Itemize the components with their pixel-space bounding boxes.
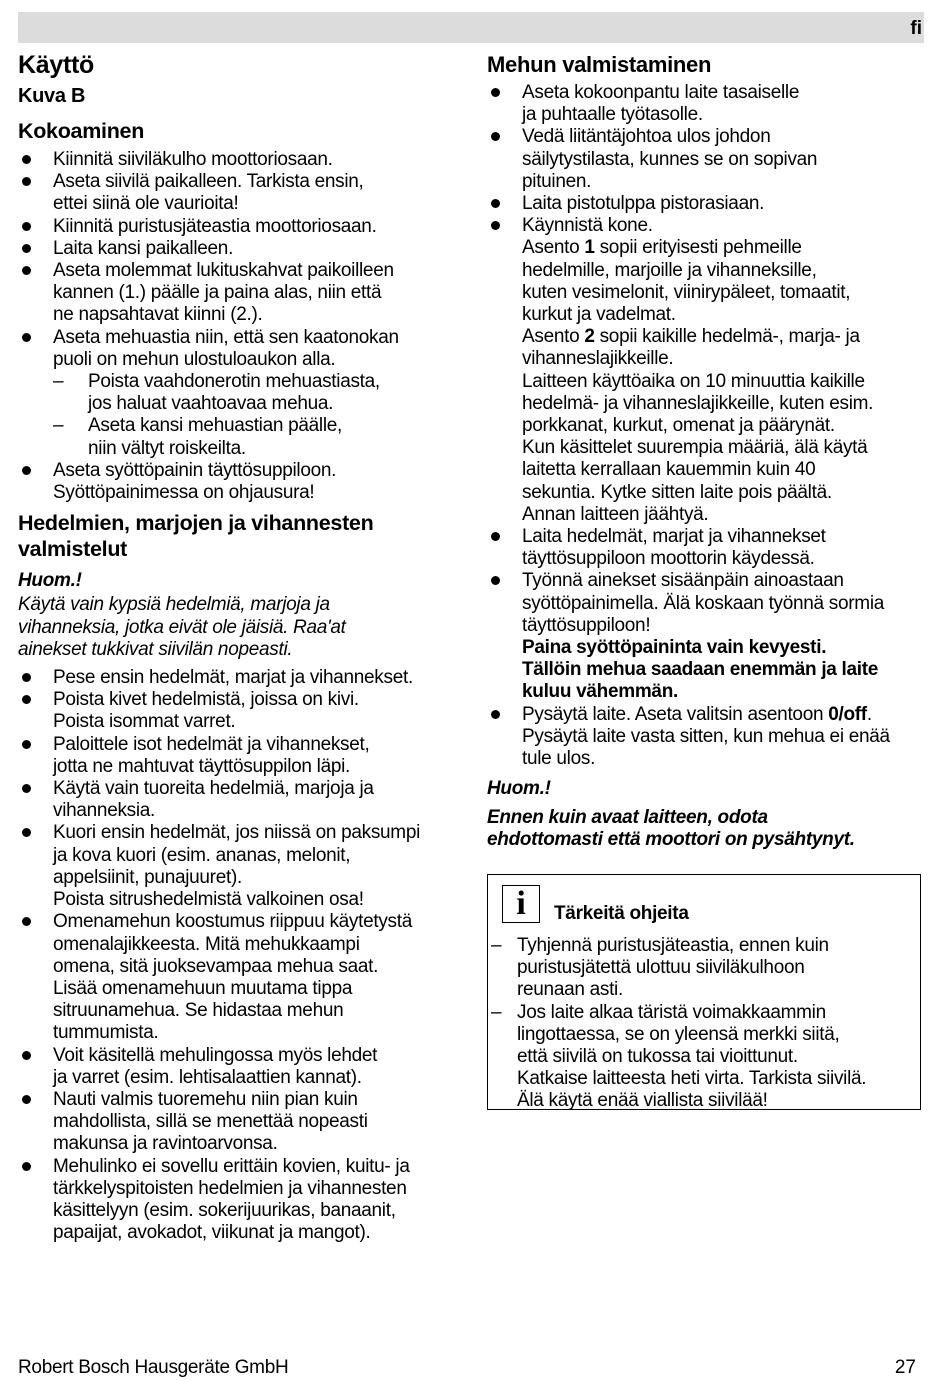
list-item: Nauti valmis tuoremehu niin pian kuin mahdollista, sillä se menettää nopeasti makunsa ja ravintoarvonsa. bbox=[18, 1089, 468, 1156]
note-label: Huom.! bbox=[18, 570, 82, 592]
list-item: Poista kivet hedelmistä, joissa on kivi. Poista isommat varret. bbox=[18, 689, 468, 733]
list-item: – Tyhjennä puristusjäteastia, ennen kuin puristusjätettä ulottuu siiviläkulhoon reunaan asti. bbox=[491, 935, 919, 1002]
list-item: – Poista vaahdonerotin mehuastiasta, jos haluat vaahtoavaa mehua. bbox=[53, 371, 468, 415]
list-item: – Jos laite alkaa täristä voimakkaammin lingottaessa, se on yleensä merkki siitä, että siivilä on tukossa tai vioittunut. Katkaise laitteesta heti virta. Tarkista siivilä. Älä käytä enää viallista siivilää! bbox=[491, 1002, 919, 1113]
footer-company: Robert Bosch Hausgeräte GmbH bbox=[18, 1357, 289, 1378]
list-item: Käytä vain tuoreita hedelmiä, marjoja ja vihanneksia. bbox=[18, 778, 468, 822]
right-column bbox=[487, 50, 927, 851]
list-item: Aseta molemmat lukituskahvat paikoilleen kannen (1.) päälle ja paina alas, niin että ne napsahtavat kiinni (2.). bbox=[18, 260, 468, 327]
list-item: Kiinnitä siiviläkulho moottoriosaan. bbox=[18, 149, 468, 171]
list-item: Kiinnitä puristusjäteastia moottoriosaan. bbox=[18, 216, 468, 238]
juicing-list bbox=[487, 82, 927, 770]
list-item: Aseta kokoonpantu laite tasaiselle ja puhtaalle työtasolle. bbox=[487, 82, 927, 126]
list-item: Työnnä ainekset sisäänpäin ainoastaan syöttöpainimella. Älä koskaan työnnä sormia täyttösuppiloon! Paina syöttöpaininta vain kevyesti. Tällöin mehua saadaan enemmän ja laite kuluu vähemmän. bbox=[487, 570, 927, 703]
info-list bbox=[491, 935, 919, 1113]
list-item: Omenamehun koostumus riippuu käytetystä omenalajikkeesta. Mitä mehukkaampi omena, sitä juoksevampaa mehua saat. Lisää omenamehuun muutama tippa sitruunamehua. Se hidastaa mehun tummumista. bbox=[18, 911, 468, 1044]
left-column bbox=[18, 50, 468, 1244]
note-text: Ennen kuin avaat laitteen, odota ehdottomasti että moottori on pysähtynyt. bbox=[487, 806, 855, 850]
list-item: Vedä liitäntäjohtoa ulos johdon säilytystilasta, kunnes se on sopivan pituinen. bbox=[487, 126, 927, 193]
list-item: Voit käsitellä mehulingossa myös lehdet ja varret (esim. lehtisalaattien kannat). bbox=[18, 1045, 468, 1089]
header-bar bbox=[18, 12, 924, 43]
important-info-box bbox=[487, 874, 921, 1110]
figure-reference: Kuva B bbox=[18, 85, 86, 107]
note-text: Käytä vain kypsiä hedelmiä, marjoja ja vihanneksia, jotka eivät ole jäisiä. Raa'at ainekset tukkivat siivilän nopeasti. bbox=[18, 594, 346, 660]
page-number: 27 bbox=[894, 1357, 916, 1378]
list-item: – Aseta kansi mehuastian päälle, niin vältyt roiskeilta. bbox=[53, 415, 468, 459]
list-item: Aseta mehuastia niin, että sen kaatonokan puoli on mehun ulostuloaukon alla. – Poista vaahdonerotin mehuastiasta, jos haluat vaahtoavaa mehua. – Aseta kansi mehuastian päälle, niin vältyt roiskeilta. bbox=[18, 327, 468, 460]
list-item: Pysäytä laite. Aseta valitsin asentoon 0/off. Pysäytä laite vasta sitten, kun mehua ei enää tule ulos. bbox=[487, 704, 927, 771]
note-label: Huom.! bbox=[487, 778, 551, 800]
list-item: Mehulinko ei sovellu erittäin kovien, kuitu- ja tärkkelyspitoisten hedelmien ja vihannesten käsittelyyn (esim. sokerijuurikas, banaanit, papaijat, avokadot, viikunat ja mangot). bbox=[18, 1156, 468, 1245]
language-code: fi bbox=[910, 18, 922, 39]
list-item: Laita hedelmät, marjat ja vihannekset täyttösuppiloon moottorin käydessä. bbox=[487, 526, 927, 570]
position-1-line: Asento 1 sopii erityisesti pehmeille bbox=[522, 237, 802, 259]
juicing-heading: Mehun valmistaminen bbox=[487, 52, 712, 77]
list-item: Kuori ensin hedelmät, jos niissä on paksumpi ja kova kuori (esim. ananas, melonit, appelsiinit, punajuuret). Poista sitrushedelmistä valkoinen osa! bbox=[18, 822, 468, 911]
section-title: Käyttö bbox=[18, 51, 94, 79]
list-item: Paloittele isot hedelmät ja vihannekset, jotta ne mahtuvat täyttösuppilon läpi. bbox=[18, 734, 468, 778]
list-item: Aseta syöttöpainin täyttösuppiloon. Syöttöpainimessa on ohjausura! bbox=[18, 460, 468, 504]
list-item: Laita pistotulppa pistorasiaan. bbox=[487, 193, 927, 215]
sub-list bbox=[53, 371, 468, 460]
position-2-line: Asento 2 sopii kaikille hedelmä-, marja- ja bbox=[522, 326, 860, 348]
assembly-heading: Kokoaminen bbox=[18, 119, 145, 143]
info-icon: i bbox=[502, 885, 540, 923]
prep-list bbox=[18, 667, 468, 1244]
list-item: Aseta siivilä paikalleen. Tarkista ensin, ettei siinä ole vaurioita! bbox=[18, 171, 468, 215]
prep-heading: Hedelmien, marjojen ja vihannesten valmistelut bbox=[18, 511, 374, 562]
info-title: Tärkeitä ohjeita bbox=[554, 903, 689, 924]
list-item: Laita kansi paikalleen. bbox=[18, 238, 468, 260]
list-item: Käynnistä kone. Asento 1 sopii erityisesti pehmeille hedelmille, marjoille ja vihanneksille, kuten vesimelonit, viinirypäleet, tomaatit, kurkut ja vadelmat. Asento 2 sopii kaikille hedelmä-, marja- ja vihanneslajikkeille. Laitteen käyttöaika on 10 minuuttia kaikille hedelmä- ja vihanneslajikkeille, kuten esim. porkkanat, kurkut, omenat ja päärynät. Kun käsittelet suurempia määriä, älä käytä laitetta kerrallaan kauemmin kuin 40 sekuntia. Kytke sitten laite pois päältä. Annan laitteen jäähtyä. bbox=[487, 215, 927, 526]
list-item: Pese ensin hedelmät, marjat ja vihannekset. bbox=[18, 667, 468, 689]
assembly-list bbox=[18, 149, 468, 504]
